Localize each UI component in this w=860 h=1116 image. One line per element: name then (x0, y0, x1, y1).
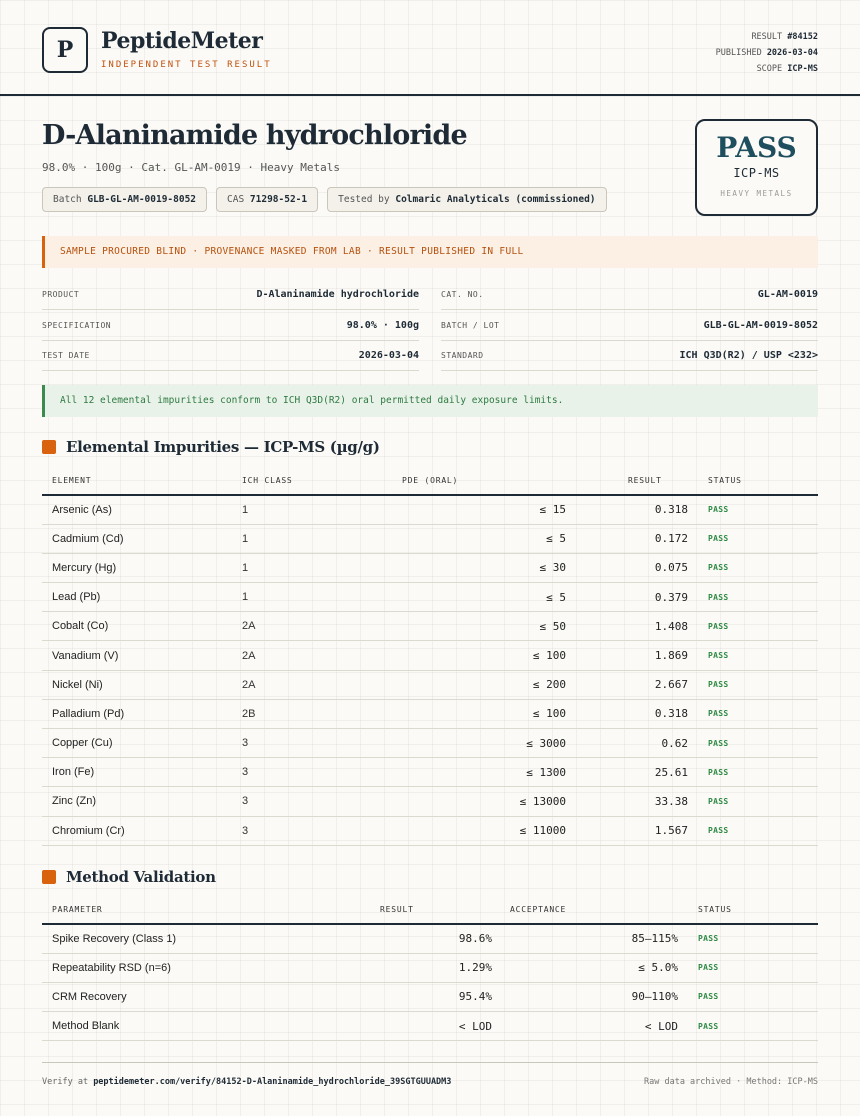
pde-limit: ≤ 1300 (402, 758, 566, 787)
table-row (42, 670, 818, 699)
table-row (42, 583, 818, 612)
col-status: STATUS (678, 896, 818, 924)
batch-chip (42, 187, 207, 212)
impurities-body (42, 495, 818, 845)
footer-divider (42, 1062, 818, 1063)
status-badge: PASS (688, 699, 818, 728)
status-badge: PASS (678, 924, 818, 953)
brand-name: PeptideMeter (101, 28, 263, 54)
info-label: STANDARD (441, 351, 484, 360)
verify-prefix: Verify at (42, 1077, 89, 1087)
element-name: Iron (Fe) (42, 758, 242, 787)
status-badge: PASS (688, 583, 818, 612)
table-row (42, 758, 818, 787)
result-value: 98.6% (362, 924, 492, 953)
table-row (42, 1012, 818, 1041)
conformity-banner: All 12 elemental impurities conform to ICH Q3D(R2) oral permitted daily exposure limits. (42, 385, 818, 417)
acceptance-range: < LOD (492, 1012, 678, 1041)
info-label: PRODUCT (42, 290, 80, 299)
status-badge: PASS (688, 670, 818, 699)
validation-body (42, 924, 818, 1041)
parameter-name: Spike Recovery (Class 1) (42, 924, 362, 953)
col-ich-class: ICH CLASS (242, 467, 402, 495)
result-value: 0.172 (566, 524, 688, 553)
pde-limit: ≤ 3000 (402, 729, 566, 758)
col-status: STATUS (688, 467, 818, 495)
ich-class: 1 (242, 553, 402, 582)
element-name: Zinc (Zn) (42, 787, 242, 816)
element-name: Mercury (Hg) (42, 553, 242, 582)
table-header-row (42, 467, 818, 495)
result-id-line (716, 29, 818, 45)
result-id: #84152 (787, 32, 818, 42)
ich-class: 3 (242, 816, 402, 845)
col-element: ELEMENT (42, 467, 242, 495)
ich-class: 1 (242, 583, 402, 612)
validation-table (42, 896, 818, 1041)
pde-limit: ≤ 11000 (402, 816, 566, 845)
verdict-stamp (695, 119, 818, 216)
status-badge: PASS (678, 982, 818, 1011)
pde-limit: ≤ 200 (402, 670, 566, 699)
element-name: Cobalt (Co) (42, 612, 242, 641)
result-value: 95.4% (362, 982, 492, 1011)
status-badge: PASS (688, 758, 818, 787)
report-meta (716, 29, 818, 77)
product-subtitle: 98.0% · 100g · Cat. GL-AM-0019 · Heavy Metals (42, 161, 341, 174)
col-result: RESULT (362, 896, 492, 924)
info-label: SPECIFICATION (42, 321, 112, 330)
result-value: 0.318 (566, 495, 688, 524)
published-date: 2026-03-04 (766, 48, 818, 58)
element-name: Copper (Cu) (42, 729, 242, 758)
batch-chip-value: GLB-GL-AM-0019-8052 (87, 194, 197, 205)
status-badge: PASS (688, 524, 818, 553)
info-test-date (42, 341, 419, 371)
status-badge: PASS (688, 729, 818, 758)
col-pde: PDE (ORAL) (402, 467, 566, 495)
ich-class: 2B (242, 699, 402, 728)
element-name: Nickel (Ni) (42, 670, 242, 699)
result-value: 2.667 (566, 670, 688, 699)
table-row (42, 524, 818, 553)
element-name: Arsenic (As) (42, 495, 242, 524)
status-badge: PASS (688, 641, 818, 670)
status-badge: PASS (678, 1012, 818, 1041)
published-line (716, 45, 818, 61)
ich-class: 2A (242, 670, 402, 699)
col-acceptance: ACCEPTANCE (492, 896, 678, 924)
validation-heading: Method Validation (66, 868, 216, 886)
scope-label: SCOPE (756, 64, 783, 74)
scope-line (716, 61, 818, 77)
info-label: CAT. NO. (441, 290, 484, 299)
pde-limit: ≤ 13000 (402, 787, 566, 816)
status-badge: PASS (688, 495, 818, 524)
report-header (0, 0, 860, 96)
info-value: 98.0% · 100g (346, 320, 419, 331)
table-row (42, 816, 818, 845)
brand-tagline: INDEPENDENT TEST RESULT (101, 60, 272, 70)
impurities-section-heading (42, 438, 380, 456)
result-value: 0.379 (566, 583, 688, 612)
info-value: GLB-GL-AM-0019-8052 (703, 320, 818, 331)
acceptance-range: 90–110% (492, 982, 678, 1011)
result-value: < LOD (362, 1012, 492, 1041)
impurities-heading: Elemental Impurities — ICP-MS (µg/g) (66, 438, 380, 456)
status-badge: PASS (688, 816, 818, 845)
info-value: ICH Q3D(R2) / USP <232> (679, 350, 818, 361)
cas-chip-label: CAS (227, 194, 245, 205)
ich-class: 3 (242, 758, 402, 787)
table-row (42, 787, 818, 816)
result-label: RESULT (751, 32, 783, 42)
table-row (42, 924, 818, 953)
status-badge: PASS (688, 787, 818, 816)
table-row (42, 641, 818, 670)
cas-chip (216, 187, 318, 212)
pde-limit: ≤ 5 (402, 583, 566, 612)
pde-limit: ≤ 30 (402, 553, 566, 582)
scope-value: ICP-MS (787, 64, 818, 74)
table-header-row (42, 896, 818, 924)
ich-class: 3 (242, 787, 402, 816)
status-badge: PASS (688, 612, 818, 641)
batch-chip-label: Batch (53, 194, 82, 205)
table-row (42, 495, 818, 524)
verdict-word: PASS (716, 131, 797, 164)
published-label: PUBLISHED (715, 48, 762, 58)
parameter-name: Method Blank (42, 1012, 362, 1041)
impurities-table (42, 467, 818, 846)
ich-class: 1 (242, 524, 402, 553)
verdict-scope: HEAVY METALS (720, 189, 793, 198)
pde-limit: ≤ 100 (402, 699, 566, 728)
info-value: GL-AM-0019 (757, 289, 818, 300)
info-standard (441, 341, 818, 371)
table-row (42, 982, 818, 1011)
pde-limit: ≤ 50 (402, 612, 566, 641)
archive-note: Raw data archived · Method: ICP-MS (644, 1077, 818, 1087)
pde-limit: ≤ 100 (402, 641, 566, 670)
verify-link[interactable]: peptidemeter.com/verify/84152-D-Alaninamide_hydrochloride_39SGTGUUADM3 (93, 1077, 452, 1087)
result-value: 1.869 (566, 641, 688, 670)
parameter-name: CRM Recovery (42, 982, 362, 1011)
result-value: 1.29% (362, 953, 492, 982)
pde-limit: ≤ 15 (402, 495, 566, 524)
col-parameter: PARAMETER (42, 896, 362, 924)
info-specification (42, 311, 419, 341)
ich-class: 2A (242, 612, 402, 641)
table-row (42, 953, 818, 982)
acceptance-range: ≤ 5.0% (492, 953, 678, 982)
element-name: Palladium (Pd) (42, 699, 242, 728)
parameter-name: Repeatability RSD (n=6) (42, 953, 362, 982)
element-name: Cadmium (Cd) (42, 524, 242, 553)
table-row (42, 699, 818, 728)
info-label: BATCH / LOT (441, 321, 500, 330)
info-cat-no (441, 280, 818, 310)
ich-class: 2A (242, 641, 402, 670)
ich-class: 1 (242, 495, 402, 524)
table-row (42, 729, 818, 758)
result-value: 0.62 (566, 729, 688, 758)
element-name: Vanadium (V) (42, 641, 242, 670)
ich-class: 3 (242, 729, 402, 758)
tested-by-chip (327, 187, 606, 212)
section-marker (42, 440, 56, 454)
result-value: 0.318 (566, 699, 688, 728)
table-row (42, 553, 818, 582)
tested-by-value: Colmaric Analyticals (commissioned) (395, 194, 596, 205)
result-value: 0.075 (566, 553, 688, 582)
blind-procurement-banner: SAMPLE PROCURED BLIND · PROVENANCE MASKED FROM LAB · RESULT PUBLISHED IN FULL (42, 236, 818, 268)
result-value: 25.61 (566, 758, 688, 787)
logo: P (42, 27, 88, 73)
section-marker (42, 870, 56, 884)
verdict-method: ICP-MS (733, 166, 780, 180)
table-row (42, 612, 818, 641)
result-value: 33.38 (566, 787, 688, 816)
info-label: TEST DATE (42, 351, 90, 360)
info-value: D-Alaninamide hydrochloride (256, 289, 419, 300)
info-value: 2026-03-04 (358, 350, 419, 361)
info-product (42, 280, 419, 310)
element-name: Chromium (Cr) (42, 816, 242, 845)
element-name: Lead (Pb) (42, 583, 242, 612)
status-badge: PASS (688, 553, 818, 582)
tested-by-label: Tested by (338, 194, 390, 205)
result-value: 1.567 (566, 816, 688, 845)
info-batch-lot (441, 311, 818, 341)
acceptance-range: 85–115% (492, 924, 678, 953)
product-title: D-Alaninamide hydrochloride (42, 120, 467, 151)
status-badge: PASS (678, 953, 818, 982)
cas-chip-value: 71298-52-1 (249, 194, 308, 205)
validation-section-heading (42, 868, 216, 886)
chip-row (42, 187, 607, 212)
result-value: 1.408 (566, 612, 688, 641)
col-result: RESULT (566, 467, 688, 495)
verify-text (42, 1077, 451, 1087)
pde-limit: ≤ 5 (402, 524, 566, 553)
